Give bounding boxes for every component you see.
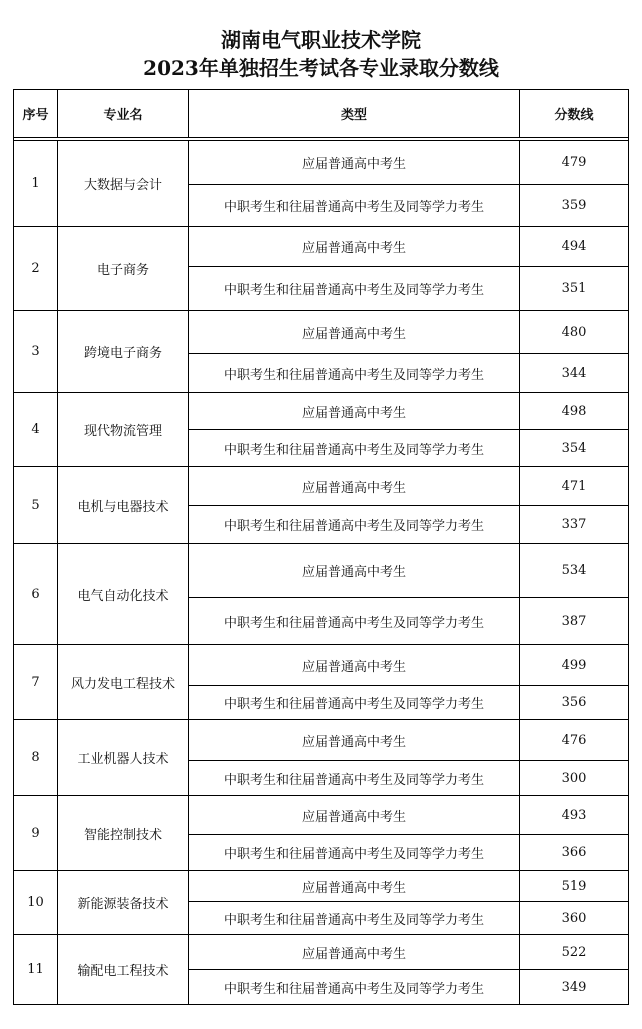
row-score-vocational-and-prior: 351 xyxy=(520,267,629,311)
table-row xyxy=(14,311,629,354)
table-header-row xyxy=(14,90,629,138)
row-major-name: 智能控制技术 xyxy=(58,796,189,871)
row-score-fresh-graduate: 534 xyxy=(520,544,629,598)
row-type-vocational-and-prior: 中职考生和往届普通高中考生及同等学力考生 xyxy=(189,902,520,935)
row-major-name: 电机与电器技术 xyxy=(58,467,189,544)
table-row xyxy=(14,467,629,506)
table-row xyxy=(14,645,629,686)
row-index: 6 xyxy=(14,544,58,645)
row-type-fresh-graduate: 应届普通高中考生 xyxy=(189,796,520,835)
row-major-name: 风力发电工程技术 xyxy=(58,645,189,720)
row-index: 5 xyxy=(14,467,58,544)
table-row xyxy=(14,227,629,267)
row-score-vocational-and-prior: 354 xyxy=(520,430,629,467)
table-row xyxy=(14,796,629,835)
row-score-vocational-and-prior: 366 xyxy=(520,835,629,871)
row-score-fresh-graduate: 498 xyxy=(520,393,629,430)
table-row xyxy=(14,393,629,430)
row-index: 3 xyxy=(14,311,58,393)
row-major-name: 现代物流管理 xyxy=(58,393,189,467)
row-score-fresh-graduate: 480 xyxy=(520,311,629,354)
row-score-fresh-graduate: 493 xyxy=(520,796,629,835)
row-type-fresh-graduate: 应届普通高中考生 xyxy=(189,467,520,506)
row-type-vocational-and-prior: 中职考生和往届普通高中考生及同等学力考生 xyxy=(189,506,520,544)
row-score-vocational-and-prior: 300 xyxy=(520,761,629,796)
row-index: 8 xyxy=(14,720,58,796)
table-row xyxy=(14,544,629,598)
row-type-fresh-graduate: 应届普通高中考生 xyxy=(189,311,520,354)
table-row xyxy=(14,871,629,902)
row-type-fresh-graduate: 应届普通高中考生 xyxy=(189,227,520,267)
row-index: 2 xyxy=(14,227,58,311)
row-type-fresh-graduate: 应届普通高中考生 xyxy=(189,544,520,598)
table-body xyxy=(14,141,629,1005)
row-type-fresh-graduate: 应届普通高中考生 xyxy=(189,141,520,185)
row-major-name: 电气自动化技术 xyxy=(58,544,189,645)
row-score-vocational-and-prior: 344 xyxy=(520,354,629,393)
row-type-vocational-and-prior: 中职考生和往届普通高中考生及同等学力考生 xyxy=(189,970,520,1005)
row-index: 10 xyxy=(14,871,58,935)
row-type-vocational-and-prior: 中职考生和往届普通高中考生及同等学力考生 xyxy=(189,267,520,311)
row-score-vocational-and-prior: 360 xyxy=(520,902,629,935)
row-type-fresh-graduate: 应届普通高中考生 xyxy=(189,645,520,686)
row-score-fresh-graduate: 476 xyxy=(520,720,629,761)
row-score-vocational-and-prior: 356 xyxy=(520,686,629,720)
row-score-fresh-graduate: 494 xyxy=(520,227,629,267)
row-score-vocational-and-prior: 359 xyxy=(520,185,629,227)
row-score-fresh-graduate: 479 xyxy=(520,141,629,185)
row-score-vocational-and-prior: 337 xyxy=(520,506,629,544)
table-row xyxy=(14,720,629,761)
row-type-fresh-graduate: 应届普通高中考生 xyxy=(189,720,520,761)
row-score-fresh-graduate: 471 xyxy=(520,467,629,506)
row-index: 4 xyxy=(14,393,58,467)
row-type-vocational-and-prior: 中职考生和往届普通高中考生及同等学力考生 xyxy=(189,185,520,227)
row-type-fresh-graduate: 应届普通高中考生 xyxy=(189,393,520,430)
row-major-name: 跨境电子商务 xyxy=(58,311,189,393)
table-row xyxy=(14,935,629,970)
row-type-vocational-and-prior: 中职考生和往届普通高中考生及同等学力考生 xyxy=(189,598,520,645)
table-row xyxy=(14,141,629,185)
title-line-2: 2023年单独招生考试各专业录取分数线 xyxy=(143,56,499,80)
header-type: 类型 xyxy=(189,90,520,138)
row-type-vocational-and-prior: 中职考生和往届普通高中考生及同等学力考生 xyxy=(189,761,520,796)
row-major-name: 电子商务 xyxy=(58,227,189,311)
row-major-name: 大数据与会计 xyxy=(58,141,189,227)
row-type-vocational-and-prior: 中职考生和往届普通高中考生及同等学力考生 xyxy=(189,354,520,393)
row-score-fresh-graduate: 522 xyxy=(520,935,629,970)
row-type-fresh-graduate: 应届普通高中考生 xyxy=(189,871,520,902)
row-index: 9 xyxy=(14,796,58,871)
row-major-name: 工业机器人技术 xyxy=(58,720,189,796)
header-score: 分数线 xyxy=(520,90,629,138)
row-index: 7 xyxy=(14,645,58,720)
row-type-vocational-and-prior: 中职考生和往届普通高中考生及同等学力考生 xyxy=(189,835,520,871)
row-type-vocational-and-prior: 中职考生和往届普通高中考生及同等学力考生 xyxy=(189,686,520,720)
row-index: 1 xyxy=(14,141,58,227)
row-type-fresh-graduate: 应届普通高中考生 xyxy=(189,935,520,970)
row-type-vocational-and-prior: 中职考生和往届普通高中考生及同等学力考生 xyxy=(189,430,520,467)
title-line-1: 湖南电气职业技术学院 xyxy=(221,28,421,52)
row-score-vocational-and-prior: 349 xyxy=(520,970,629,1005)
row-major-name: 输配电工程技术 xyxy=(58,935,189,1005)
header-major: 专业名 xyxy=(58,90,189,138)
row-score-vocational-and-prior: 387 xyxy=(520,598,629,645)
row-index: 11 xyxy=(14,935,58,1005)
row-major-name: 新能源装备技术 xyxy=(58,871,189,935)
row-score-fresh-graduate: 519 xyxy=(520,871,629,902)
admission-score-table xyxy=(13,89,629,1005)
row-score-fresh-graduate: 499 xyxy=(520,645,629,686)
document-title xyxy=(0,26,642,82)
header-index: 序号 xyxy=(14,90,58,138)
